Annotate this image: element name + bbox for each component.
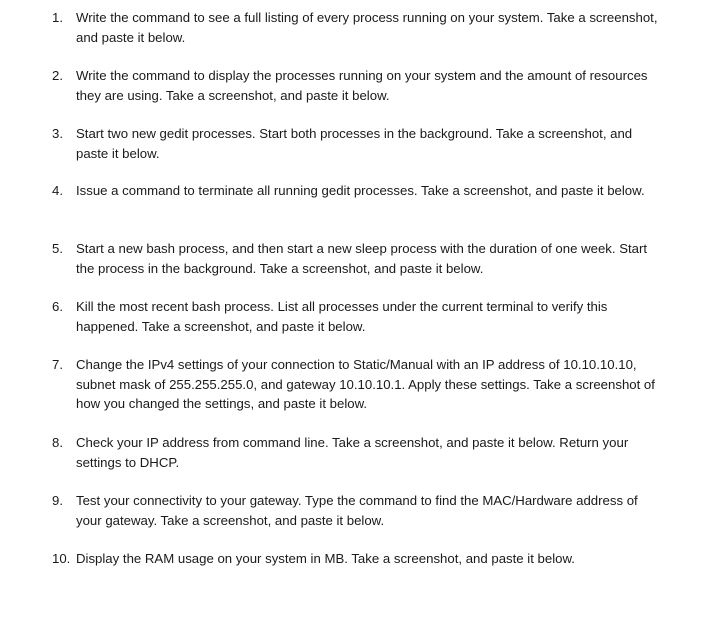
item-number: 10. xyxy=(52,551,71,566)
item-text: Start two new gedit processes. Start both processes in the background. Take a screenshot, and paste it below. xyxy=(76,126,633,161)
item-number: 4. xyxy=(52,183,63,198)
item-text: Start a new bash process, and then start a new sleep process with the duration of one week. Start the process in the background. Take a screenshot, and paste it below. xyxy=(76,241,648,276)
item-number: 6. xyxy=(52,299,63,314)
item-text: Write the command to display the processes running on your system and the amount of resources they are using. Take a screenshot, and paste it below. xyxy=(76,68,648,103)
item-number: 9. xyxy=(52,493,63,508)
item-text: Display the RAM usage on your system in MB. Take a screenshot, and paste it below. xyxy=(76,551,575,566)
item-text: Kill the most recent bash process. List all processes under the current terminal to verify this happened. Take a screenshot, and paste it below. xyxy=(76,299,608,334)
item-text: Test your connectivity to your gateway. Type the command to find the MAC/Hardware address of your gateway. Take a screenshot, and paste it below. xyxy=(76,493,638,528)
item-number: 3. xyxy=(52,126,63,141)
item-number: 5. xyxy=(52,241,63,256)
item-text: Check your IP address from command line. Take a screenshot, and paste it below. Return your settings to DHCP. xyxy=(76,435,629,470)
item-number: 2. xyxy=(52,68,63,83)
item-text: Issue a command to terminate all running gedit processes. Take a screenshot, and paste it below. xyxy=(76,183,645,198)
item-number: 7. xyxy=(52,357,63,372)
item-number: 8. xyxy=(52,435,63,450)
item-text: Change the IPv4 settings of your connection to Static/Manual with an IP address of 10.10.10.10, subnet mask of 255.255.255.0, and gateway 10.10.10.1. Apply these settings. Take a screenshot of how you changed the settings, and paste it below. xyxy=(76,357,655,411)
item-number: 1. xyxy=(52,10,63,25)
item-text: Write the command to see a full listing of every process running on your system. Take a screenshot, and paste it below. xyxy=(76,10,658,45)
